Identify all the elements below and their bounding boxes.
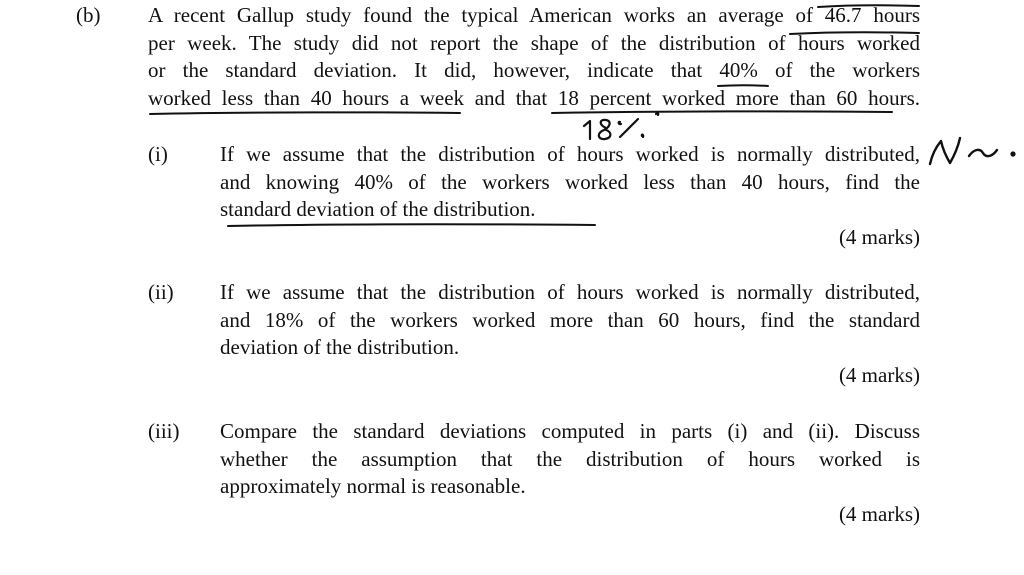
- question-i-line-3: standard deviation of the distribution.: [220, 197, 536, 221]
- question-i-label: (i): [148, 142, 168, 166]
- question-iii-line-2: whether the assumption that the distribution of hours worked is: [220, 446, 920, 471]
- overline-hours-worked: [790, 32, 919, 34]
- part-b-line-3: or the standard deviation. It did, however, indicate that 40% of the workers: [148, 58, 920, 82]
- question-iii-label: (iii): [148, 419, 180, 443]
- question-ii-line-3: deviation of the distribution.: [220, 335, 460, 359]
- question-ii-label: (ii): [148, 280, 174, 304]
- question-i-marks: (4 marks): [838, 225, 920, 249]
- question-ii-line-2: and 18% of the workers worked more than 60 hours, find the standard: [220, 307, 920, 332]
- question-i-line-1: If we assume that the distribution of hours worked is normally distributed,: [220, 142, 920, 166]
- part-b-label: (b): [76, 3, 101, 27]
- question-i-line-2: and knowing 40% of the workers worked less than 40 hours, find the: [220, 169, 920, 194]
- part-b-line-2: per week. The study did not report the shape of the distribution of hours worked: [148, 30, 920, 55]
- overline-46-7-hours: [818, 5, 919, 7]
- underline-standard-deviation: [228, 224, 595, 226]
- question-ii-line-1: If we assume that the distribution of hours worked is normally distributed,: [220, 280, 920, 304]
- question-iii-line-1: Compare the standard deviations computed in parts (i) and (ii). Discuss: [220, 419, 920, 443]
- handwritten-18-percent-text: [584, 116, 654, 144]
- question-iii-marks: (4 marks): [838, 502, 920, 526]
- part-b-line-4: worked less than 40 hours a week and that 18 percent worked more than 60 hours.: [148, 85, 920, 110]
- underline-less-than-40: [150, 112, 460, 114]
- question-ii-marks: (4 marks): [838, 363, 920, 387]
- handwritten-normal-note-text: [928, 137, 998, 165]
- part-b-line-1: A recent Gallup study found the typical American works an average of 46.7 hours: [148, 3, 920, 27]
- underline-more-than-60: [552, 111, 892, 113]
- underline-40-percent: [718, 85, 768, 86]
- question-iii-line-3: approximately normal is reasonable.: [220, 474, 526, 498]
